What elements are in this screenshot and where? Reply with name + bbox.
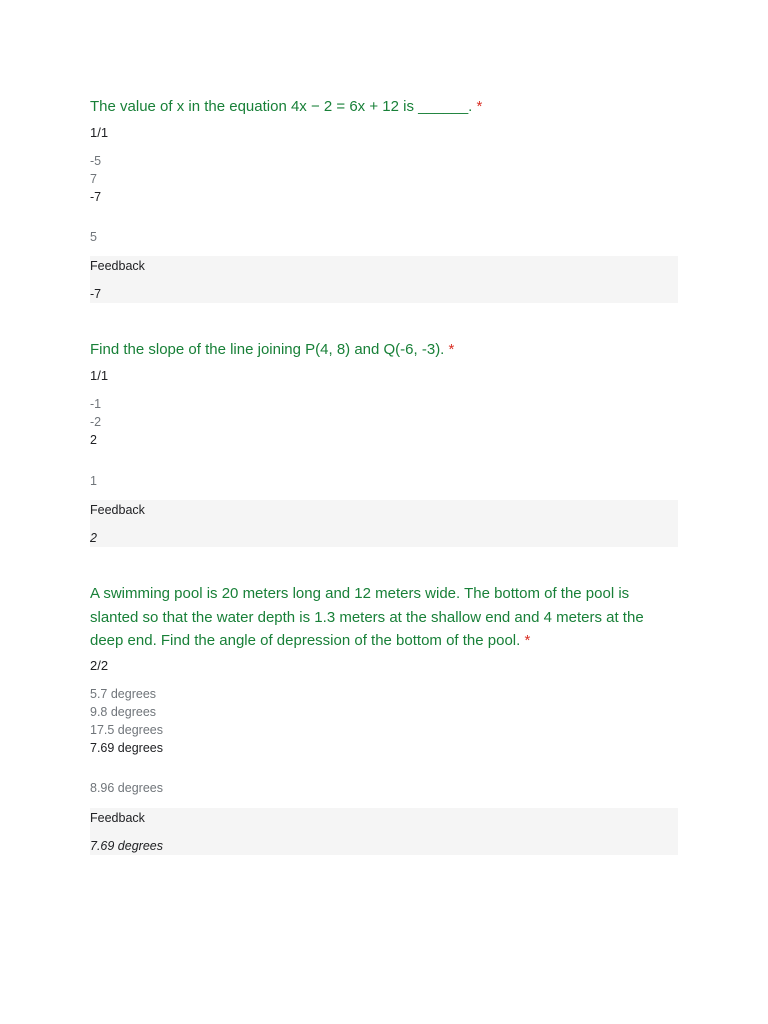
feedback-label: Feedback bbox=[90, 811, 145, 825]
feedback-answer: 7.69 degrees bbox=[90, 839, 163, 853]
required-star: * bbox=[448, 341, 455, 358]
option: 7 bbox=[90, 172, 97, 186]
feedback-box bbox=[90, 256, 678, 303]
option: 1 bbox=[90, 474, 97, 488]
option: 5 bbox=[90, 230, 97, 244]
option: -2 bbox=[90, 415, 102, 429]
required-star: * bbox=[524, 632, 531, 649]
feedback-box bbox=[90, 500, 678, 547]
option-correct: -7 bbox=[90, 190, 102, 204]
question-2 bbox=[90, 338, 678, 545]
feedback-answer: -7 bbox=[90, 287, 102, 301]
option-correct: 2 bbox=[90, 433, 97, 447]
feedback-answer: 2 bbox=[90, 531, 97, 545]
question-title: Find the slope of the line joining P(4, 8) and Q(-6, -3). * bbox=[90, 341, 455, 358]
feedback-label: Feedback bbox=[90, 259, 145, 273]
question-1 bbox=[90, 95, 678, 301]
option: 5.7 degrees bbox=[90, 687, 157, 701]
question-score: 1/1 bbox=[90, 368, 109, 383]
option: 8.96 degrees bbox=[90, 781, 163, 795]
option: 17.5 degrees bbox=[90, 723, 163, 737]
option: 9.8 degrees bbox=[90, 705, 157, 719]
option-correct: 7.69 degrees bbox=[90, 741, 163, 755]
question-title: The value of x in the equation 4x − 2 = 6x + 12 is ______. * bbox=[90, 98, 483, 115]
question-score: 2/2 bbox=[90, 658, 109, 673]
option: -1 bbox=[90, 397, 102, 411]
question-3 bbox=[90, 582, 678, 853]
question-score: 1/1 bbox=[90, 125, 109, 140]
required-star: * bbox=[476, 98, 483, 115]
feedback-box bbox=[90, 808, 678, 855]
option: -5 bbox=[90, 154, 102, 168]
question-title: A swimming pool is 20 meters long and 12 meters wide. The bottom of the pool is slanted so that the water depth is 1.3 meters at the shallow end and 4 meters at the deep end. Find the angle of depression of the bottom of the pool. * bbox=[90, 585, 644, 649]
feedback-label: Feedback bbox=[90, 503, 145, 517]
